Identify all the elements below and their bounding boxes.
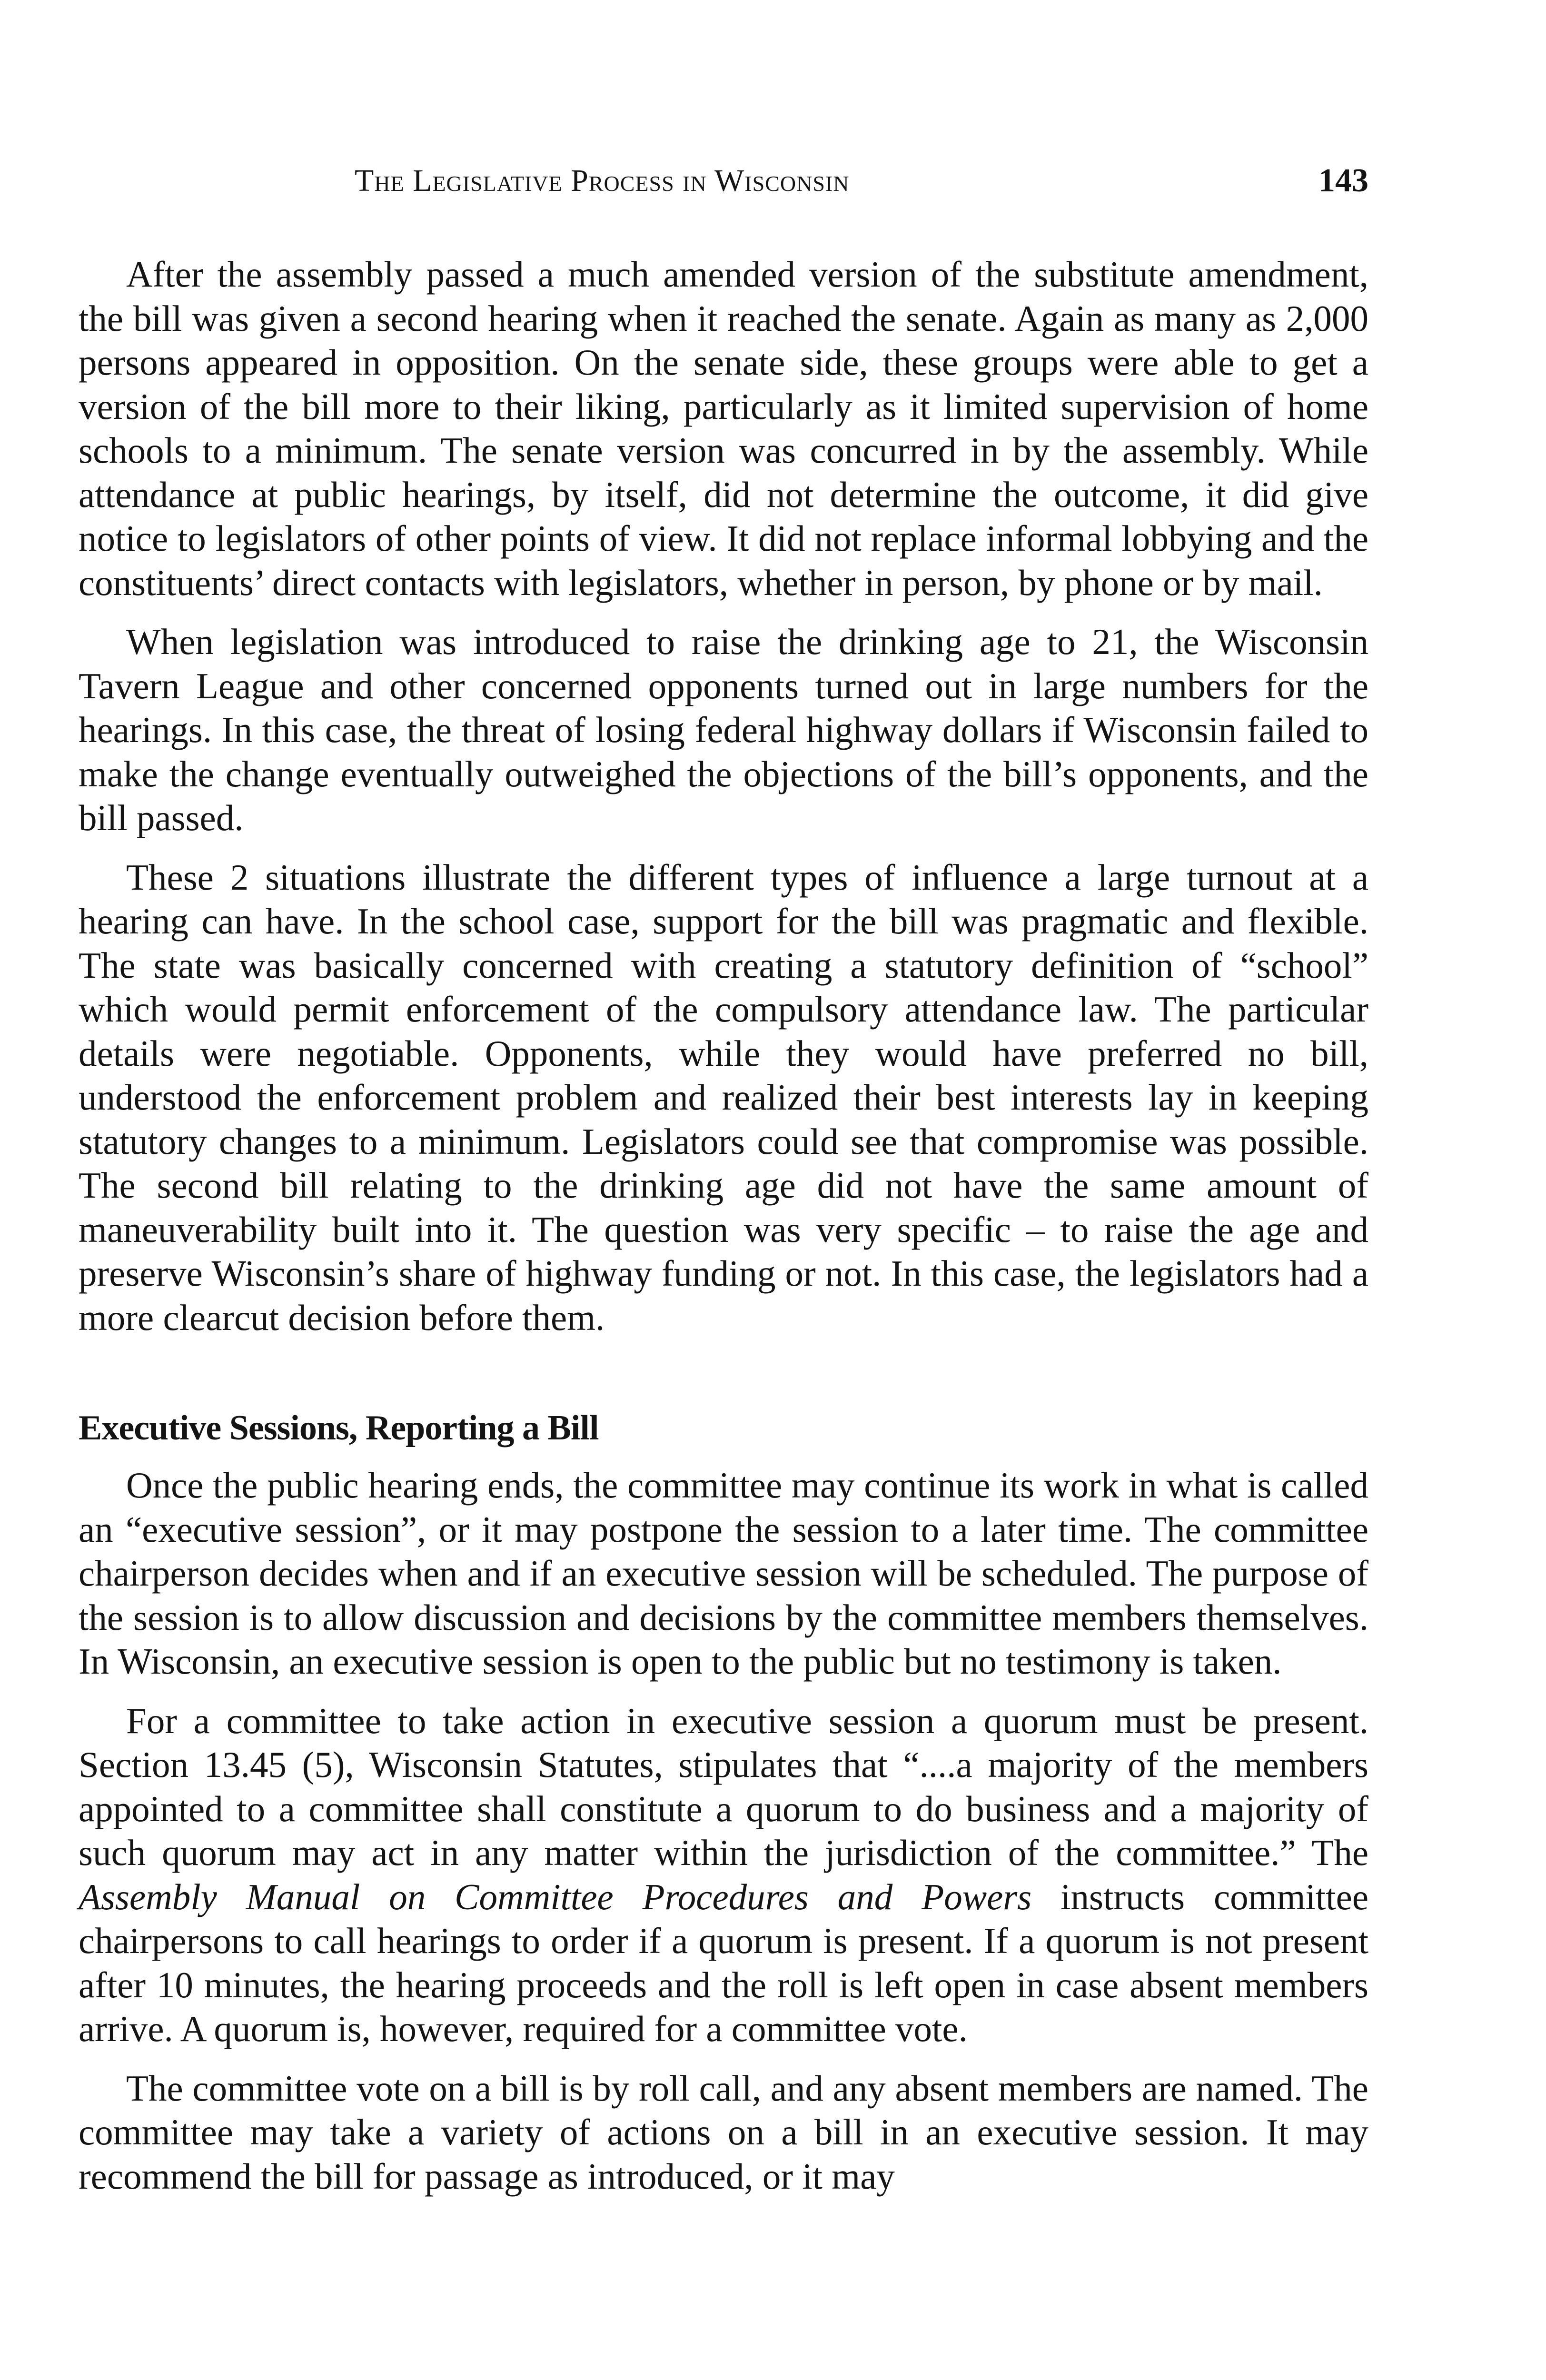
body-text bbox=[79, 252, 1368, 2198]
running-title: The Legislative Process in Wisconsin bbox=[355, 163, 850, 198]
page-number: 143 bbox=[1318, 162, 1368, 199]
paragraph-executive-session: Once the public hearing ends, the committee may continue its work in what is called an “executive session”, or it may postpone the session to a later time. The committee chairperson decides when and if an executive session will be scheduled. The purpose of the session is to allow discussion and decisions by the committee members themselves. In Wisconsin, an executive session is open to the public but no testimony is taken. bbox=[79, 1465, 1368, 1682]
running-header bbox=[79, 157, 1368, 205]
manual-title: Assembly Manual on Committee Procedures and Powers bbox=[79, 1876, 1032, 1917]
paragraph-quorum bbox=[79, 1699, 1368, 2051]
quorum-text-before-title: For a committee to take action in executive session a quorum must be present. Section 13.45 (5), Wisconsin Statutes, stipulates that “....a majority of the members appointed to a committee shall constitute a quorum to do business and a majority of such quorum may act in any matter within the jurisdiction of the committee.” The bbox=[79, 1700, 1368, 1873]
document-page bbox=[79, 157, 1368, 2213]
section-heading: Executive Sessions, Reporting a Bill bbox=[79, 1408, 599, 1448]
paragraph-influence-comparison: These 2 situations illustrate the different types of influence a large turnout at a hearing can have. In the school case, support for the bill was pragmatic and flexible. The state was basically concerned with creating a statutory definition of “school” which would permit enforcement of the compulsory attendance law. The particular details were negotiable. Opponents, while they would have preferred no bill, understood the enforcement problem and realized their best interests lay in keeping statutory changes to a minimum. Legislators could see that compromise was possible. The second bill relating to the drinking age did not have the same amount of maneuverability built into it. The question was very specific – to raise the age and preserve Wisconsin’s share of highway funding or not. In this case, the legislators had a more clearcut decision before them. bbox=[79, 856, 1368, 1338]
paragraph-committee-vote: The committee vote on a bill is by roll call, and any absent members are named. The committee may take a variety of actions on a bill in an executive session. It may recommend the bill for passage as introduced, or it may bbox=[79, 2067, 1368, 2197]
paragraph-drinking-age: When legislation was introduced to raise the drinking age to 21, the Wisconsin Tavern League and other concerned opponents turned out in large numbers for the hearings. In this case, the threat of losing federal highway dollars if Wisconsin failed to make the change eventually outweighed the objections of the bill’s opponents, and the bill passed. bbox=[79, 621, 1368, 838]
quorum-text-after-title: instructs committee chairpersons to call hearings to order if a quorum is present. If a quorum is not present after 10 minutes, the hearing proceeds and the roll is left open in case absent members arrive. A quorum is, however, required for a committee vote. bbox=[79, 1876, 1368, 2049]
paragraph-assembly-senate: After the assembly passed a much amended version of the substitute amendment, the bill was given a second hearing when it reached the senate. Again as many as 2,000 persons appeared in opposition. On the senate side, these groups were able to get a version of the bill more to their liking, particularly as it limited supervision of home schools to a minimum. The senate version was concurred in by the assembly. While attendance at public hearings, by itself, did not determine the outcome, it did give notice to legislators of other points of view. It did not replace informal lobbying and the constituents’ direct contacts with legislators, whether in person, by phone or by mail. bbox=[79, 254, 1368, 603]
